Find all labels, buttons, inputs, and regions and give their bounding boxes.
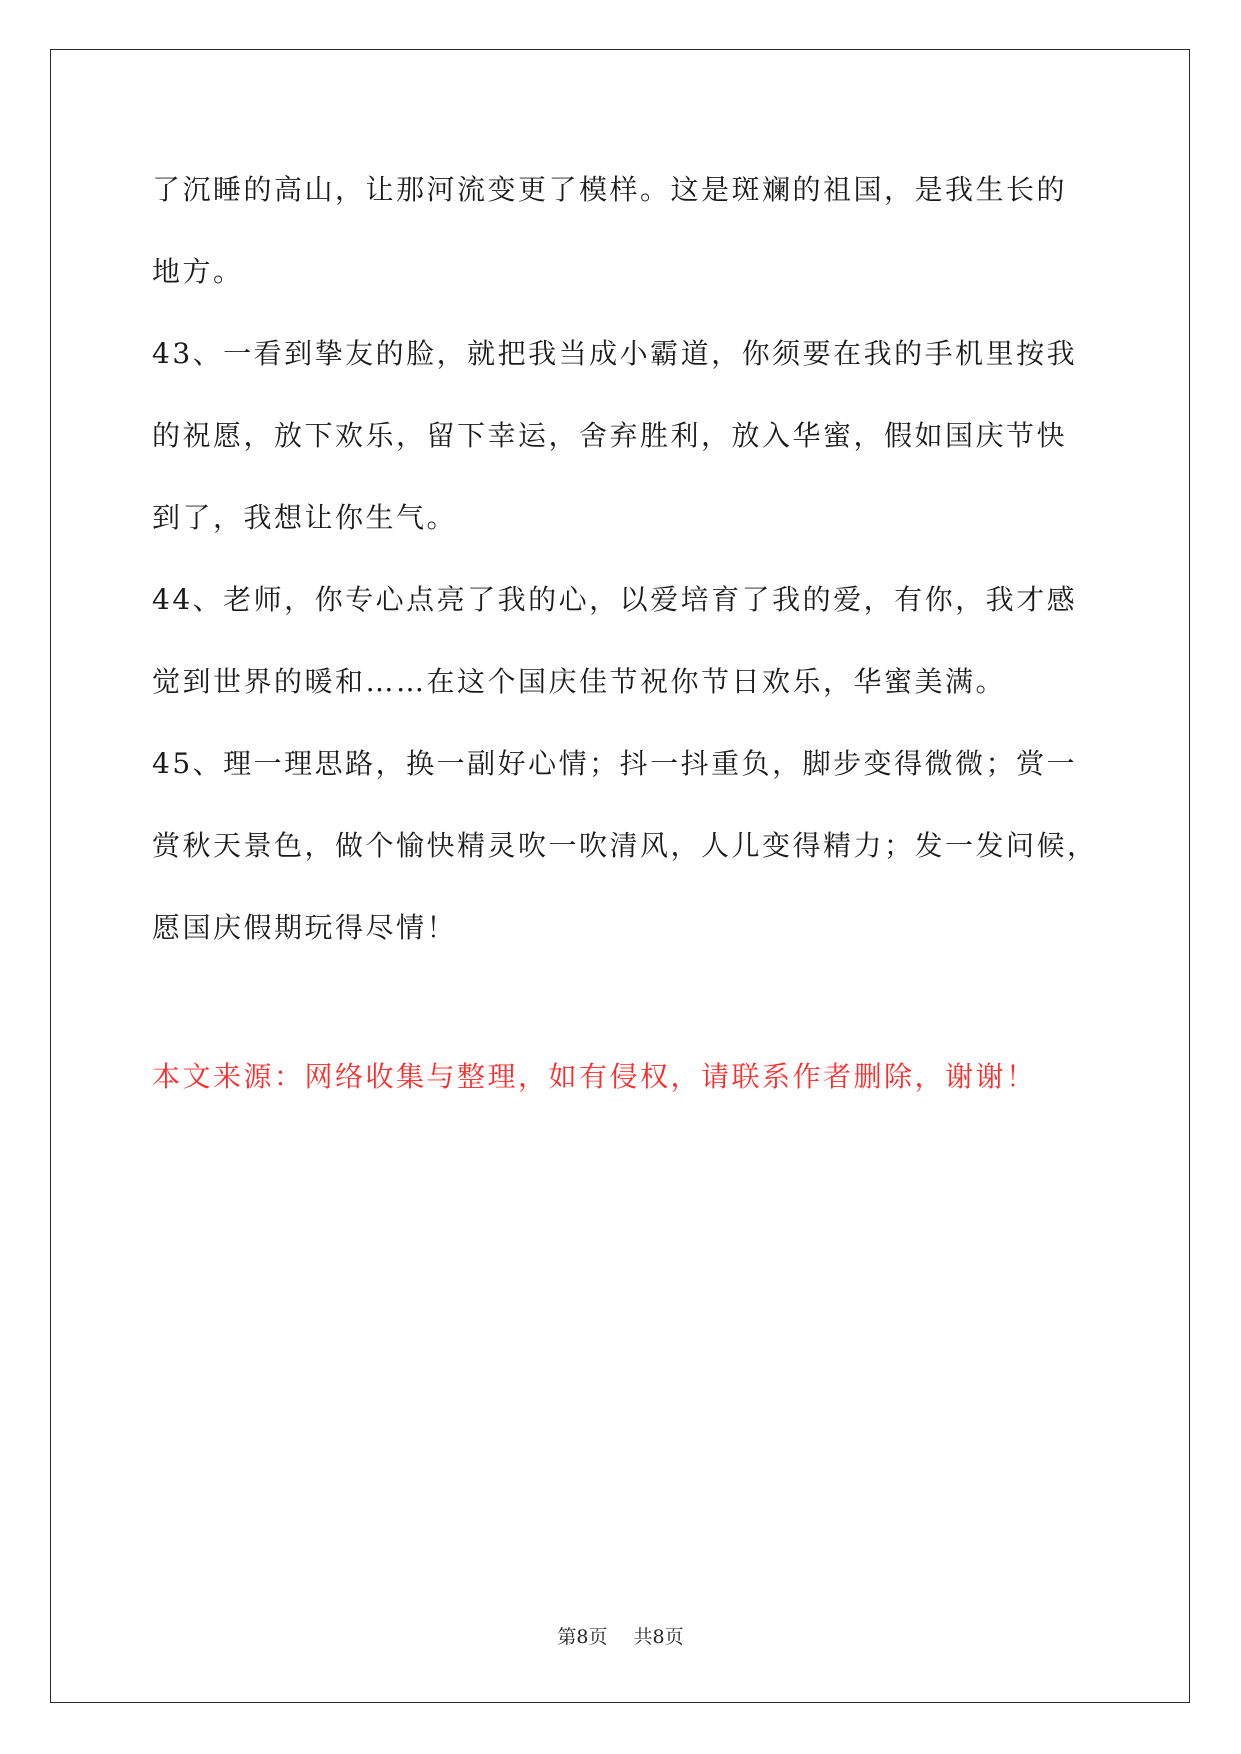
current-page-label: 第8页 xyxy=(557,1626,608,1648)
body-text-line: 43、一看到挚友的脸，就把我当成小霸道，你须要在我的手机里按我 xyxy=(152,337,1078,370)
total-pages-label: 共8页 xyxy=(633,1626,684,1648)
body-text-line: 45、理一理思路，换一副好心情；抖一抖重负，脚步变得微微；赏一 xyxy=(152,747,1078,780)
body-text-line: 到了，我想让你生气。 xyxy=(152,501,458,534)
page-footer xyxy=(0,1622,1241,1649)
body-text-line: 了沉睡的高山，让那河流变更了模样。这是斑斓的祖国，是我生长的 xyxy=(152,173,1068,206)
body-text-line: 赏秋天景色，做个愉快精灵吹一吹清风，人儿变得精力；发一发问候， xyxy=(152,829,1098,862)
page-border xyxy=(50,49,1190,1703)
source-notice: 本文来源：网络收集与整理，如有侵权，请联系作者删除，谢谢！ xyxy=(152,1060,1037,1093)
body-text-line: 地方。 xyxy=(152,255,244,288)
body-text-line: 44、老师，你专心点亮了我的心，以爱培育了我的爱，有你，我才感 xyxy=(152,583,1078,616)
body-text-line: 的祝愿，放下欢乐，留下幸运，舍弃胜利，放入华蜜，假如国庆节快 xyxy=(152,419,1068,452)
body-text-line: 觉到世界的暖和……在这个国庆佳节祝你节日欢乐，华蜜美满。 xyxy=(152,665,1007,698)
body-text-line: 愿国庆假期玩得尽情！ xyxy=(152,911,458,944)
